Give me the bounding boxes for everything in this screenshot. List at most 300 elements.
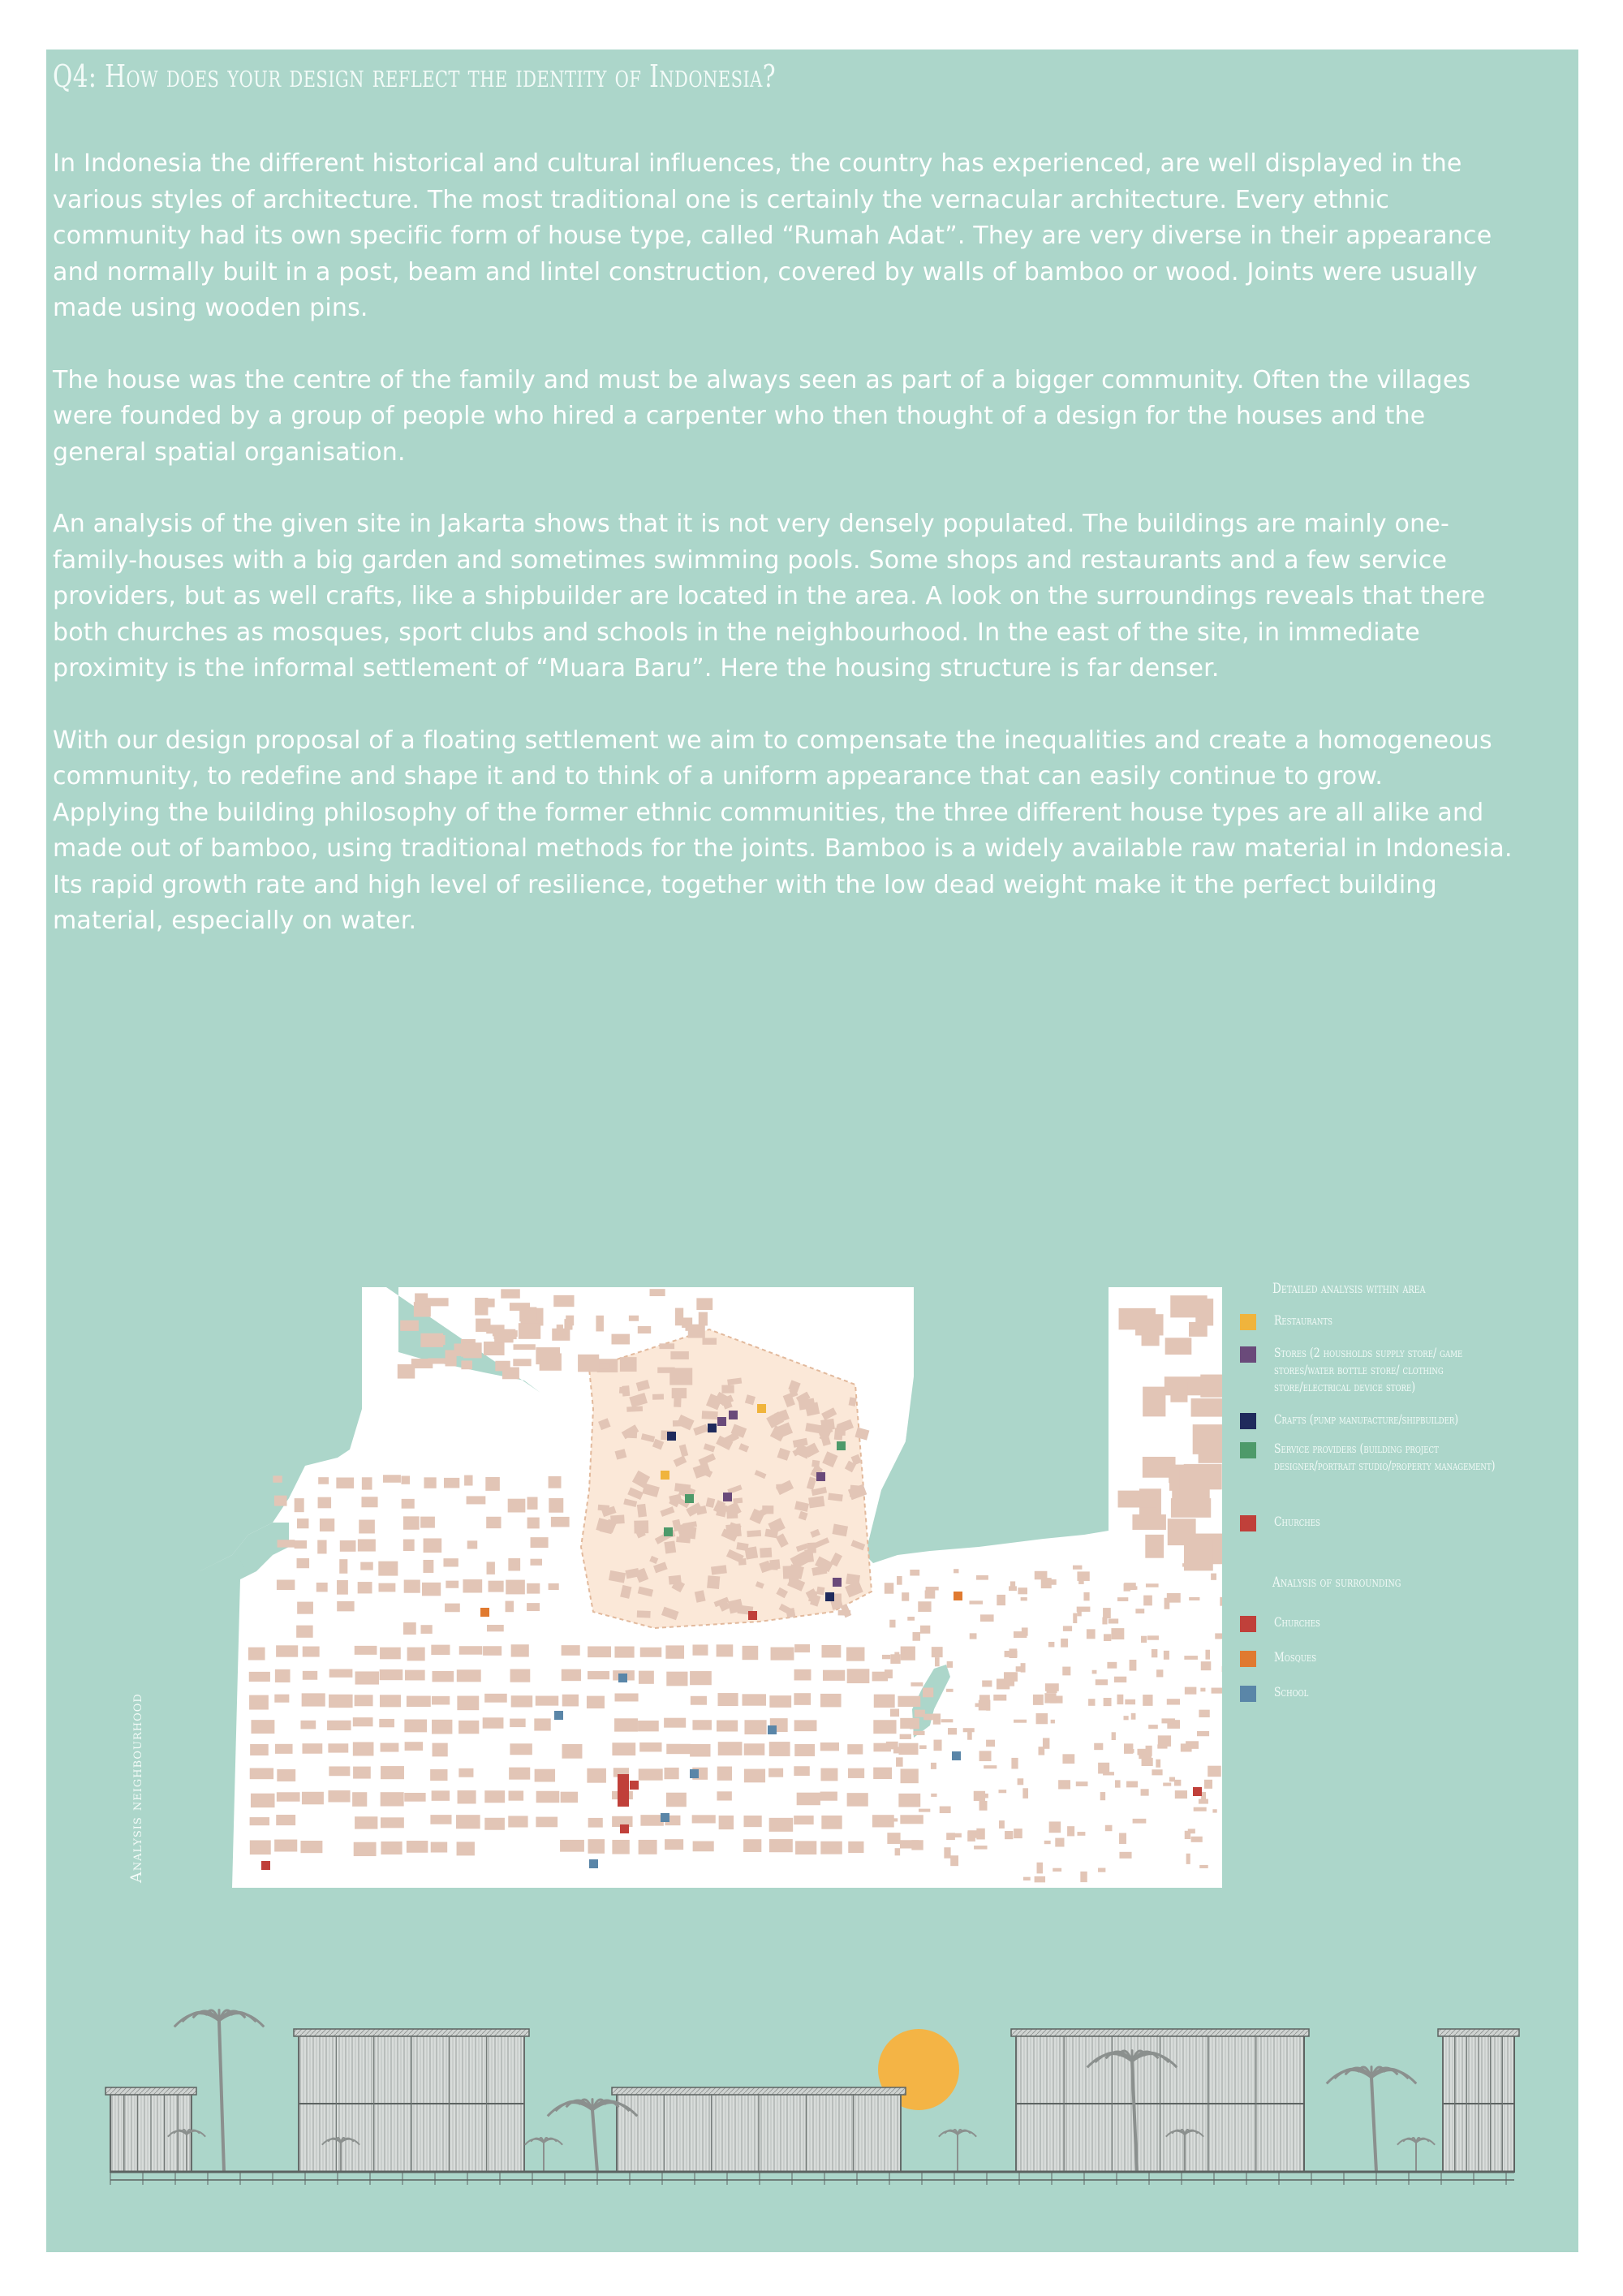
building-footprint [1046,1685,1057,1693]
building-footprint [407,1841,428,1853]
building-footprint [904,1648,911,1655]
building-footprint [743,1646,759,1660]
building-footprint [1080,1872,1087,1882]
building-footprint [510,1719,525,1728]
building-footprint [919,1809,930,1812]
map-marker [952,1751,961,1760]
tree-frond [958,2131,976,2137]
map-marker [708,1424,717,1432]
building-footprint [626,1406,643,1411]
building-footprint [665,1768,679,1779]
building-footprint [816,1587,824,1596]
building-footprint [612,1742,635,1755]
building-footprint [463,1579,482,1592]
building-footprint [1009,1586,1017,1591]
building-footprint [494,1331,513,1342]
building-footprint [997,1595,1005,1605]
building-footprint [358,1539,376,1551]
building-footprint [588,1818,603,1828]
building-footprint [1076,1781,1088,1786]
building-footprint [934,1740,942,1751]
building-footprint [783,1566,793,1579]
legend-label: Service providers (building project designer/portrait studio/property management) [1274,1441,1496,1473]
building-footprint [424,1538,442,1553]
map-marker [620,1824,629,1833]
building-footprint [424,1477,436,1488]
building-footprint [1170,1382,1187,1402]
building-footprint [948,1728,957,1734]
building-footprint [1115,1780,1121,1787]
building-footprint [527,1497,538,1509]
building-footprint [944,1847,950,1858]
house-roof [612,2087,906,2095]
building-footprint [967,1830,979,1837]
building-footprint [974,1791,985,1801]
building-footprint [1103,1608,1111,1618]
building-footprint [303,1647,320,1657]
building-footprint [276,1645,298,1656]
map-marker [717,1417,726,1426]
building-footprint [629,1316,639,1321]
building-footprint [925,1590,936,1598]
legend-swatch [1240,1616,1256,1632]
building-footprint [913,1731,924,1735]
building-footprint [941,1719,954,1722]
map-marker [757,1404,766,1413]
building-footprint [935,1657,940,1666]
legend-item-churches [1240,1613,1500,1635]
building-footprint [980,1614,994,1622]
building-footprint [506,1580,525,1595]
paragraph-bamboo: Applying the building philosophy of the former ethnic communities, the three different house types are all alike and made out of bamboo, using traditional methods for the joints. Bamboo is a widely available raw material in Indonesia. [53,798,1513,863]
building-footprint [963,1728,975,1732]
building-footprint [458,1721,479,1734]
legend-swatch [1240,1413,1256,1429]
building-footprint [889,1620,895,1628]
building-footprint [1117,1597,1128,1601]
building-footprint [336,1477,354,1488]
building-footprint [794,1816,813,1824]
legend-item-service-providers [1240,1440,1500,1497]
building-footprint [1036,1713,1048,1724]
building-footprint [744,1743,765,1755]
building-footprint [355,1695,373,1706]
building-footprint [248,1648,265,1661]
building-footprint [1185,1831,1190,1839]
building-footprint [1119,1308,1156,1330]
building-footprint [911,1840,923,1850]
building-footprint [717,1791,731,1800]
building-footprint [726,1508,738,1518]
building-footprint [1204,1780,1212,1789]
building-footprint [1014,1631,1027,1638]
map-marker [554,1711,563,1720]
building-footprint [1061,1639,1068,1648]
map-marker [667,1432,676,1441]
building-footprint [422,1583,441,1596]
map-marker [833,1578,842,1587]
building-footprint [1169,1777,1175,1782]
building-footprint [531,1537,549,1548]
elevation-houses [105,2029,1519,2172]
building-footprint [847,1669,870,1683]
building-footprint [640,1815,663,1826]
building-footprint [1125,1749,1134,1753]
building-footprint [823,1670,845,1681]
building-footprint [979,1751,992,1761]
building-footprint [913,1632,921,1641]
building-footprint [1077,1607,1091,1612]
building-footprint [1152,1769,1162,1775]
building-footprint [430,1769,447,1781]
building-footprint [275,1669,291,1682]
building-footprint [666,1793,687,1807]
building-footprint [619,1387,630,1394]
building-footprint [327,1721,351,1730]
map-marker [837,1441,846,1450]
building-footprint [530,1559,542,1566]
building-footprint [820,1792,837,1801]
building-footprint [487,1625,504,1631]
map-marker [618,1774,629,1807]
building-footprint [1191,1398,1222,1417]
building-footprint [379,1719,394,1727]
building-footprint [513,1359,531,1366]
building-footprint [747,1530,761,1537]
building-footprint [693,1644,708,1655]
building-footprint [1077,1832,1085,1836]
building-footprint [380,1648,401,1660]
building-footprint [886,1742,898,1750]
building-footprint [510,1743,532,1755]
building-footprint [295,1540,307,1549]
building-footprint [489,1581,504,1592]
building-footprint [895,1848,901,1855]
building-footprint [926,1587,939,1590]
building-footprint [993,1695,1006,1701]
building-footprint [888,1818,898,1821]
building-footprint [794,1766,809,1776]
building-footprint [1157,1744,1167,1748]
building-footprint [986,1740,995,1747]
building-footprint [337,1601,354,1611]
building-footprint [743,1839,761,1852]
building-footprint [970,1633,977,1639]
building-footprint [1164,1651,1169,1660]
building-footprint [400,1320,419,1331]
building-footprint [738,1558,747,1566]
building-footprint [362,1477,372,1489]
building-footprint [1199,1710,1209,1717]
legend-item-churches-detail [1240,1513,1500,1534]
building-footprint [665,1645,684,1658]
building-footprint [1191,1837,1203,1842]
building-footprint [483,1646,502,1656]
building-footprint [561,1792,578,1803]
building-footprint [1033,1695,1044,1705]
paragraph-bamboo-properties: Its rapid growth rate and high level of resilience, together with the low dead weight make it the perfect building material, especially on water. [53,870,1437,935]
building-footprint [317,1540,326,1554]
building-footprint [432,1790,450,1801]
building-footprint [719,1816,734,1829]
building-footprint [381,1743,399,1752]
building-footprint [848,1768,864,1778]
building-footprint [931,1794,936,1797]
building-footprint [702,1411,718,1419]
building-footprint [560,1840,584,1852]
building-footprint [552,1329,570,1341]
building-footprint [457,1842,475,1855]
building-footprint [952,1833,962,1837]
building-footprint [1208,1766,1221,1777]
building-footprint [639,1768,663,1780]
building-footprint [549,1583,559,1590]
building-footprint [511,1695,533,1707]
building-footprint [274,1695,289,1703]
building-footprint [534,1718,550,1730]
building-footprint [1004,1672,1018,1682]
building-footprint [664,1540,676,1553]
building-footprint [1005,1651,1018,1657]
building-footprint [717,1767,732,1781]
building-footprint [693,1842,714,1852]
legend-label: Churches [1274,1514,1320,1529]
building-footprint [1096,1679,1108,1685]
building-footprint [588,1671,609,1679]
map-marker [1193,1787,1202,1796]
building-footprint [1016,1666,1026,1672]
building-footprint [1104,1634,1111,1641]
building-footprint [776,1484,783,1489]
building-footprint [685,1325,703,1331]
building-footprint [920,1626,930,1634]
building-footprint [431,1842,447,1853]
building-footprint [588,1646,611,1657]
building-footprint [404,1720,427,1733]
side-label: Analysis neighbourhood [127,1693,145,1883]
building-footprint [467,1540,478,1549]
building-footprint [249,1695,269,1710]
tree-frond [544,2139,562,2145]
building-footprint [1212,1809,1216,1812]
building-footprint [431,1645,450,1655]
building-footprint [527,1603,540,1611]
building-footprint [614,1718,638,1731]
building-footprint [638,1326,651,1333]
paragraph-design-proposal: With our design proposal of a floating settlement we aim to compensate the inequalities and create a homogeneous community, to redefine and shape it and to think of a uniform appearance that can easily continue to grow. [53,726,1492,790]
building-footprint [974,1846,987,1850]
building-footprint [486,1517,501,1528]
building-footprint [1039,1747,1045,1755]
building-footprint [250,1768,273,1779]
building-footprint [1073,1613,1077,1623]
building-footprint [1062,1667,1070,1676]
building-footprint [1143,1596,1152,1606]
building-footprint [639,1671,654,1684]
building-footprint [383,1475,401,1483]
building-footprint [950,1855,958,1866]
building-footprint [274,1496,287,1506]
building-footprint [514,1344,536,1350]
legend-label: Restaurants [1274,1312,1332,1328]
building-footprint [1152,1649,1157,1657]
building-footprint [1088,1699,1095,1706]
building-footprint [433,1743,448,1757]
building-footprint [302,1743,322,1754]
building-footprint [1189,1597,1199,1600]
building-footprint [484,1342,505,1355]
building-footprint [1067,1826,1074,1836]
building-footprint [464,1475,472,1486]
legend-item-stores [1240,1344,1500,1401]
building-footprint [1077,1571,1089,1581]
building-footprint [404,1793,425,1802]
building-footprint [318,1477,329,1484]
legend-swatch [1240,1651,1256,1667]
building-footprint [510,1669,531,1682]
building-footprint [769,1839,793,1852]
building-footprint [672,1388,687,1398]
building-footprint [769,1742,790,1756]
building-footprint [850,1485,860,1497]
building-footprint [328,1790,350,1802]
map-marker [618,1674,627,1682]
building-footprint [276,1815,295,1825]
building-footprint [1146,1583,1159,1587]
building-footprint [250,1840,271,1854]
map-marker [630,1781,639,1790]
building-footprint [1193,1424,1222,1454]
legend-label: School [1274,1684,1309,1699]
building-footprint [795,1841,816,1854]
building-footprint [1107,1662,1117,1669]
building-footprint [821,1645,841,1658]
building-footprint [587,1768,606,1783]
building-footprint [381,1817,404,1828]
building-footprint [1102,1618,1107,1625]
building-footprint [670,1351,688,1359]
building-footprint [540,1353,562,1370]
building-footprint [423,1560,433,1573]
building-footprint [1201,1661,1212,1670]
legend-detail-heading: Detailed analysis within area [1272,1281,1426,1297]
building-footprint [251,1720,274,1734]
building-footprint [274,1840,297,1852]
building-footprint [1109,1618,1118,1623]
building-footprint [420,1517,435,1528]
building-footprint [911,1682,923,1686]
legend-label: Crafts (pump manufacture/shipbuilder) [1274,1411,1459,1427]
tree-trunk [592,2110,597,2172]
building-footprint [640,1648,661,1657]
building-footprint [1143,1695,1152,1706]
map-marker [690,1769,699,1778]
building-footprint [1058,1780,1070,1789]
building-footprint [718,1693,738,1706]
map-marker [748,1611,757,1620]
building-footprint [485,1477,500,1491]
building-footprint [1087,1629,1096,1639]
building-footprint [1126,1781,1138,1788]
building-footprint [458,1768,473,1777]
building-footprint [562,1695,579,1707]
building-footprint [699,1312,708,1326]
building-footprint [1005,1831,1013,1839]
building-footprint [405,1742,424,1751]
building-footprint [947,1661,953,1668]
building-footprint [355,1646,377,1655]
building-footprint [820,1694,842,1708]
building-footprint [637,1610,651,1618]
building-footprint [476,1319,490,1332]
building-footprint [1131,1713,1136,1720]
building-footprint [665,1839,683,1850]
building-footprint [1161,1718,1175,1723]
building-footprint [508,1816,527,1827]
building-footprint [743,1694,766,1705]
building-footprint [536,1817,558,1828]
building-footprint [566,1316,574,1326]
building-footprint [820,1842,842,1854]
building-footprint [897,1576,902,1585]
building-footprint [1014,1720,1027,1723]
building-footprint [277,1792,300,1801]
building-footprint [907,1617,915,1621]
building-footprint [510,1303,530,1311]
building-footprint [769,1559,780,1570]
building-footprint [407,1648,425,1661]
building-footprint [446,1581,458,1588]
building-footprint [381,1842,402,1854]
building-footprint [549,1498,563,1513]
building-footprint [596,1316,604,1332]
building-footprint [760,1548,772,1558]
building-footprint [328,1743,348,1752]
building-footprint [946,1689,954,1692]
building-footprint [296,1626,312,1638]
building-footprint [402,1499,415,1509]
building-footprint [614,1647,634,1658]
house-roof [294,2029,529,2036]
building-footprint [666,1672,687,1686]
building-footprint [771,1648,794,1661]
building-footprint [1142,1758,1153,1766]
building-footprint [1053,1868,1061,1872]
building-footprint [885,1669,893,1678]
building-footprint [445,1604,460,1613]
map-marker [685,1494,694,1503]
building-footprint [1181,1743,1192,1751]
building-footprint [718,1742,743,1755]
building-footprint [459,1646,483,1654]
building-footprint [1194,1807,1207,1811]
building-footprint [1186,1854,1190,1864]
legend-swatch [1240,1442,1256,1458]
building-footprint [329,1669,353,1678]
house-roof [105,2087,196,2095]
building-footprint [1078,1581,1084,1584]
building-footprint [979,1801,988,1811]
building-footprint [398,1364,415,1379]
building-footprint [361,1497,377,1507]
building-footprint [1147,1635,1159,1639]
building-footprint [873,1720,896,1734]
building-footprint [1103,1772,1114,1775]
building-footprint [1014,1829,1022,1838]
building-footprint [353,1717,373,1726]
legend-item-restaurants [1240,1312,1500,1333]
building-footprint [484,1818,505,1830]
